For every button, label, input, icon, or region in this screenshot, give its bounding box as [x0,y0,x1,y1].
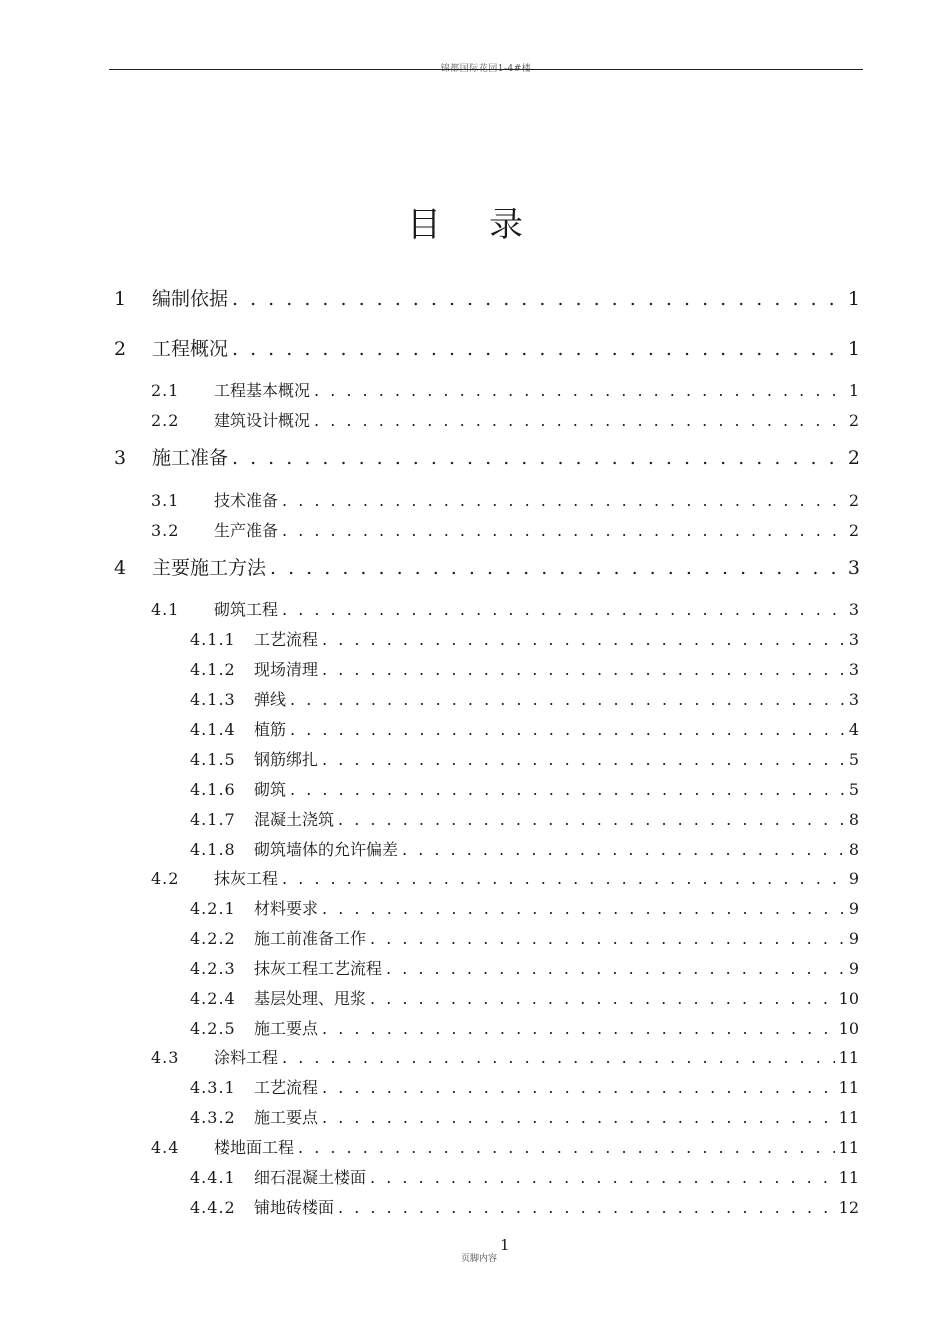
toc-entry[interactable] [114,443,860,469]
toc-entry-title: 工程概况 [152,338,229,360]
toc-entry-page: 11 [838,1138,859,1157]
footer-label: 页脚内容 [461,1254,498,1264]
toc-entry-number: 4.4.1 [190,1168,236,1187]
toc-entry-title: 铺地砖楼面 [254,1198,335,1217]
toc-entry[interactable] [190,717,859,739]
toc-entry[interactable] [190,657,859,679]
toc-entry-page: 3 [848,630,859,649]
toc-entry[interactable] [151,1045,859,1067]
toc-entry-number: 4.1.6 [190,780,236,799]
toc-entry-number: 4.1.2 [190,660,236,679]
toc-entry[interactable] [151,597,859,619]
header-text: 锦都国际花园1-4#楼 [440,64,532,74]
toc-entry[interactable] [190,837,859,859]
toc-entry-title: 砌筑墙体的允许偏差 [254,840,399,859]
toc-entry[interactable] [190,1195,859,1217]
toc-entry-title: 编制依据 [152,288,229,310]
toc-entry-number: 3.1 [151,491,180,510]
toc-entry-title: 施工前准备工作 [254,929,367,948]
toc-dot-leader [290,690,845,709]
toc-entry-title: 工程基本概况 [214,381,311,400]
toc-entry-page: 11 [838,1078,859,1097]
toc-entry[interactable] [114,553,860,579]
toc-dot-leader [322,899,845,918]
toc-entry[interactable] [190,777,859,799]
toc-entry-number: 3 [114,447,127,469]
toc-entry-page: 3 [848,660,859,679]
toc-dot-leader [338,1198,835,1217]
toc-entry-page: 2 [848,411,859,430]
toc-dot-leader [314,411,845,430]
toc-entry-title: 抹灰工程 [214,869,279,888]
toc-entry-title: 弹线 [254,690,287,709]
toc-dot-leader [386,959,845,978]
toc-entry-title: 砌筑工程 [214,600,279,619]
toc-dot-leader [290,720,845,739]
toc-entry-title: 主要施工方法 [152,557,267,579]
toc-dot-leader [370,1168,835,1187]
toc-entry-title: 材料要求 [254,899,319,918]
toc-dot-leader [322,630,845,649]
toc-entry-page: 8 [848,840,859,859]
toc-entry-page: 1 [848,381,859,400]
toc-entry-number: 4.3.1 [190,1078,236,1097]
toc-entry-number: 4.1 [151,600,180,619]
toc-entry-number: 4.1.5 [190,750,236,769]
toc-entry[interactable] [190,896,859,918]
toc-entry[interactable] [190,627,859,649]
toc-entry-page: 2 [847,447,860,469]
toc-entry-page: 9 [848,929,859,948]
toc-entry-page: 12 [838,1198,859,1217]
toc-entry-page: 3 [848,600,859,619]
toc-entry-title: 施工要点 [254,1019,319,1038]
toc-entry-number: 2.1 [151,381,180,400]
toc-dot-leader [314,381,845,400]
toc-entry-page: 2 [848,521,859,540]
toc-entry-page: 10 [838,989,859,1008]
toc-entry-page: 1 [847,288,860,310]
toc-entry-number: 4.4.2 [190,1198,236,1217]
toc-entry-number: 4 [114,557,127,579]
toc-entry-page: 11 [838,1168,859,1187]
toc-entry-number: 4.1.8 [190,840,236,859]
toc-entry[interactable] [190,956,859,978]
toc-entry-page: 5 [848,780,859,799]
toc-title: 目录 [407,204,571,245]
toc-entry-page: 8 [848,810,859,829]
toc-entry-number: 4.3 [151,1048,180,1067]
toc-entry[interactable] [190,1165,859,1187]
toc-entry-number: 3.2 [151,521,180,540]
toc-entry[interactable] [190,1105,859,1127]
toc-entry-number: 2 [114,338,127,360]
toc-entry[interactable] [151,1135,859,1157]
toc-entry[interactable] [151,488,859,510]
toc-dot-leader [402,840,845,859]
toc-entry-title: 基层处理、甩浆 [254,989,367,1008]
toc-entry-title: 施工准备 [152,447,229,469]
toc-dot-leader [370,929,845,948]
toc-dot-leader [270,557,844,579]
toc-dot-leader [282,491,845,510]
toc-dot-leader [282,869,845,888]
toc-entry-title: 施工要点 [254,1108,319,1127]
toc-entry[interactable] [190,986,859,1008]
toc-entry-title: 钢筋绑扎 [254,750,319,769]
footer-page-number: 1 [500,1236,510,1254]
toc-entry-title: 砌筑 [254,780,287,799]
toc-entry-title: 细石混凝土楼面 [254,1168,367,1187]
toc-entry-page: 1 [847,338,860,360]
toc-entry-number: 4.2.5 [190,1019,236,1038]
toc-entry-page: 5 [848,750,859,769]
toc-dot-leader [232,447,844,469]
toc-entry-title: 建筑设计概况 [214,411,311,430]
toc-dot-leader [298,1138,835,1157]
toc-entry-page: 3 [848,690,859,709]
toc-entry-title: 楼地面工程 [214,1138,295,1157]
toc-entry-page: 2 [848,491,859,510]
toc-entry[interactable] [190,747,859,769]
toc-entry-page: 4 [848,720,859,739]
toc-dot-leader [322,750,845,769]
toc-dot-leader [322,1108,835,1127]
toc-entry[interactable] [151,518,859,540]
toc-dot-leader [232,338,844,360]
toc-entry[interactable] [190,1075,859,1097]
toc-entry-number: 4.2.4 [190,989,236,1008]
toc-entry-number: 4.1.7 [190,810,236,829]
toc-entry[interactable] [114,284,860,310]
toc-entry-number: 4.4 [151,1138,180,1157]
toc-entry-title: 现场清理 [254,660,319,679]
toc-entry-title: 抹灰工程工艺流程 [254,959,383,978]
toc-entry-number: 4.2.2 [190,929,236,948]
toc-entry[interactable] [190,807,859,829]
toc-entry-number: 1 [114,288,127,310]
toc-entry-title: 工艺流程 [254,630,319,649]
toc-entry-title: 涂料工程 [214,1048,279,1067]
toc-dot-leader [282,1048,835,1067]
toc-entry[interactable] [151,866,859,888]
toc-dot-leader [290,780,845,799]
toc-entry-number: 4.2.1 [190,899,236,918]
toc-entry-title: 混凝土浇筑 [254,810,335,829]
toc-entry[interactable] [151,408,859,430]
toc-entry-title: 技术准备 [214,491,279,510]
toc-entry-page: 9 [848,959,859,978]
toc-dot-leader [322,660,845,679]
toc-dot-leader [322,1078,835,1097]
toc-entry-number: 4.1.1 [190,630,236,649]
toc-entry-title: 植筋 [254,720,287,739]
toc-dot-leader [282,521,845,540]
toc-dot-leader [338,810,845,829]
toc-entry[interactable] [190,926,859,948]
toc-dot-leader [322,1019,835,1038]
toc-entry-number: 4.1.3 [190,690,236,709]
toc-entry-page: 9 [848,899,859,918]
toc-entry-number: 4.2 [151,869,180,888]
toc-dot-leader [282,600,845,619]
toc-entry[interactable] [114,334,860,360]
toc-entry-page: 11 [838,1108,859,1127]
toc-dot-leader [370,989,835,1008]
toc-entry[interactable] [190,1016,859,1038]
toc-entry-page: 3 [847,557,860,579]
toc-dot-leader [232,288,844,310]
toc-entry[interactable] [151,378,859,400]
toc-entry-number: 4.2.3 [190,959,236,978]
toc-entry-title: 工艺流程 [254,1078,319,1097]
toc-entry-page: 9 [848,869,859,888]
toc-entry-number: 4.1.4 [190,720,236,739]
toc-entry[interactable] [190,687,859,709]
toc-entry-number: 4.3.2 [190,1108,236,1127]
toc-entry-title: 生产准备 [214,521,279,540]
toc-entry-page: 10 [838,1019,859,1038]
toc-entry-number: 2.2 [151,411,180,430]
toc-entry-page: 11 [838,1048,859,1067]
